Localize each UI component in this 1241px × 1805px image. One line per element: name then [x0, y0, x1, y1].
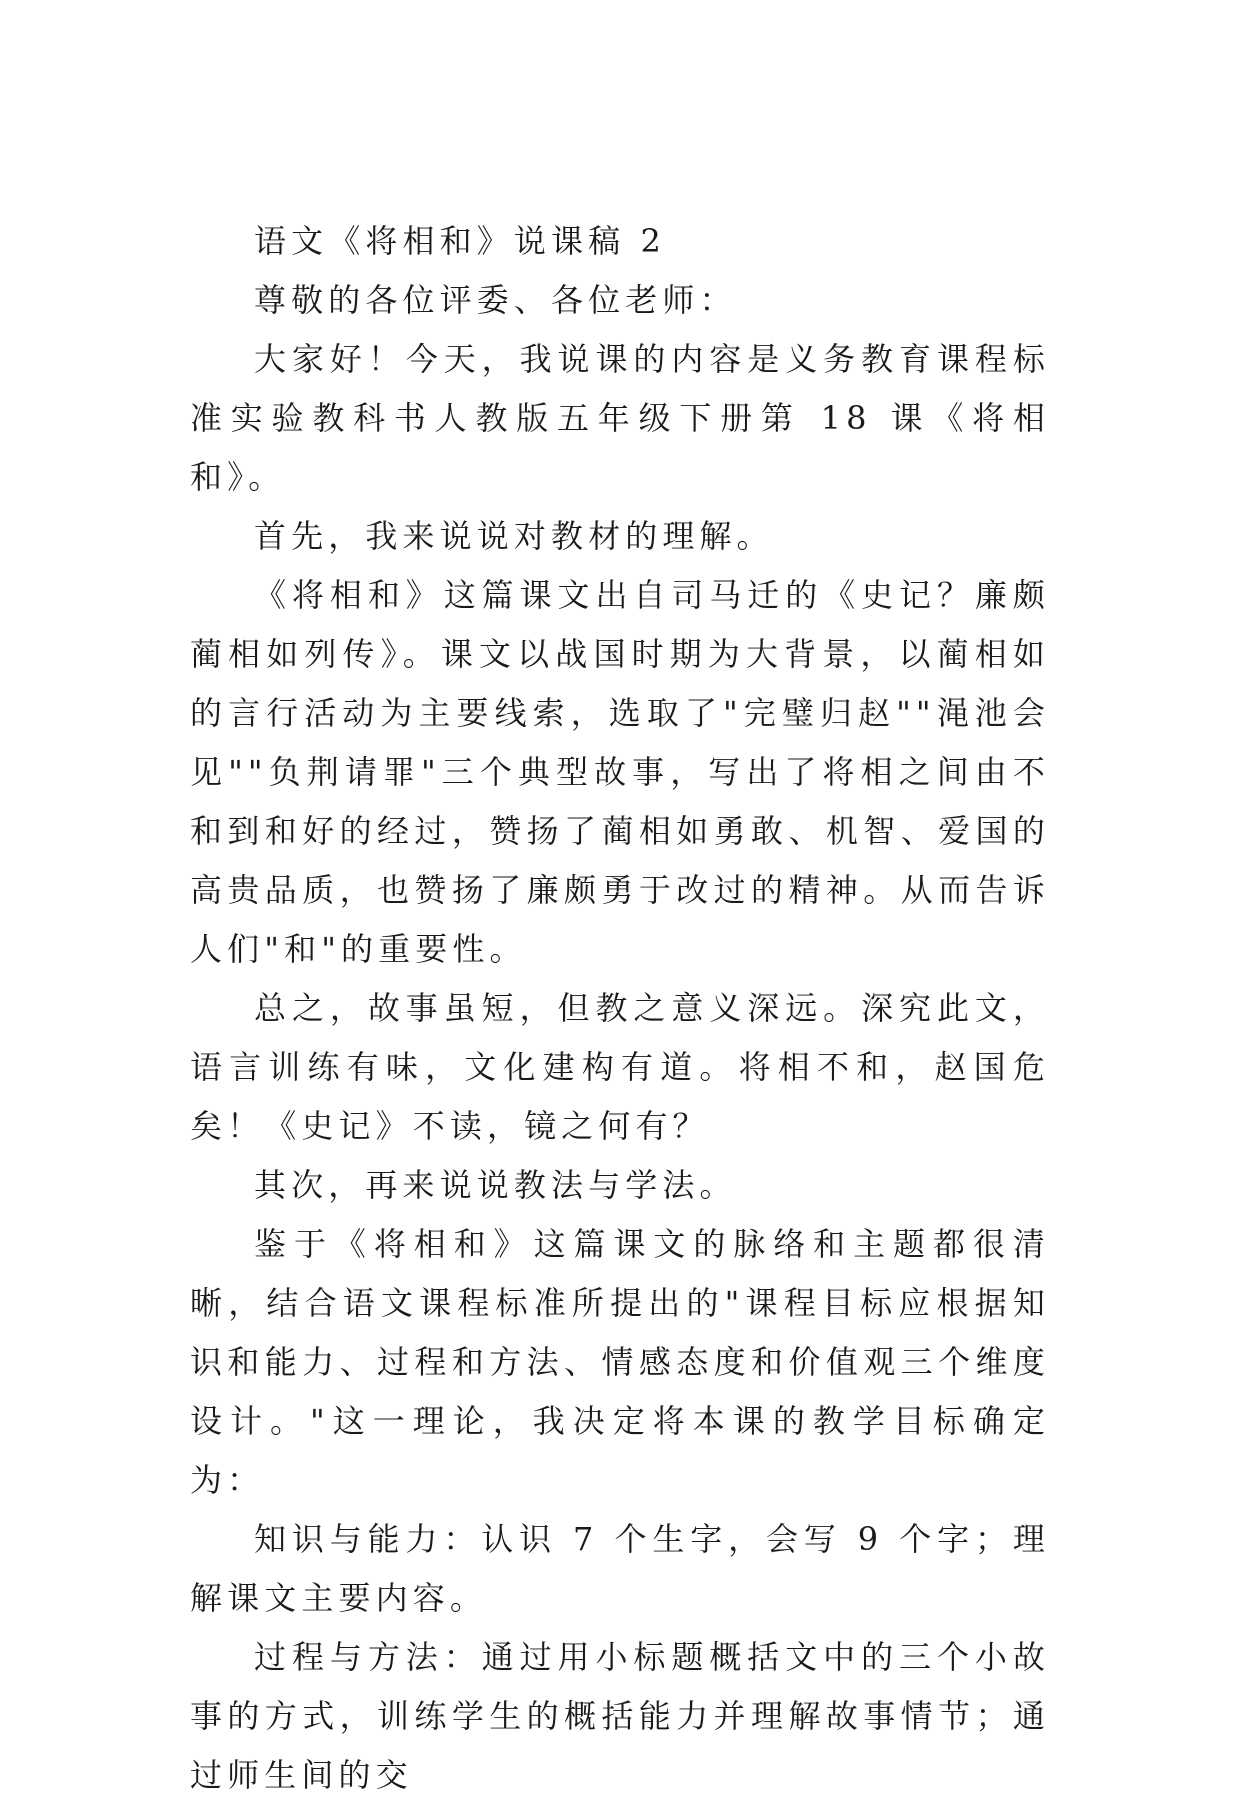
- paragraph-first: 首先，我来说说对教材的理解。: [254, 517, 774, 555]
- paragraph-process-method: 过程与方法：通过用小标题概括文中的三个小故事的方式，训练学生的概括能力并理解故事情节；通过师生间的交: [190, 1638, 1050, 1794]
- document-title: 语文《将相和》说课稿 2: [254, 222, 666, 260]
- paragraph-greeting: 尊敬的各位评委、各位老师：: [254, 281, 737, 319]
- paragraph-second: 其次，再来说说教法与学法。: [254, 1166, 737, 1204]
- paragraph-summary: 总之，故事虽短，但教之意义深远。深究此文，语言训练有味，文化建构有道。将相不和，赵国危矣！《史记》不读，镜之何有？: [190, 989, 1050, 1145]
- document-body: [190, 212, 1050, 1805]
- paragraph-objectives: 鉴于《将相和》这篇课文的脉络和主题都很清晰，结合语文课程标准所提出的"课程目标应根据知识和能力、过程和方法、情感态度和价值观三个维度设计。"这一理论，我决定将本课的教学目标确定为：: [190, 1225, 1050, 1499]
- paragraph-text-analysis: 《将相和》这篇课文出自司马迁的《史记？廉颇蔺相如列传》。课文以战国时期为大背景，以蔺相如的言行活动为主要线索，选取了"完璧归赵""渑池会见""负荆请罪"三个典型故事，写出了将相之间由不和到和好的经过，赞扬了蔺相如勇敢、机智、爱国的高贵品质，也赞扬了廉颇勇于改过的精神。从而告诉人们"和"的重要性。: [190, 576, 1050, 968]
- paragraph-intro: 大家好！今天，我说课的内容是义务教育课程标准实验教科书人教版五年级下册第 18 课《将相和》。: [190, 340, 1050, 496]
- paragraph-knowledge-ability: 知识与能力：认识 7 个生字，会写 9 个字；理解课文主要内容。: [190, 1520, 1050, 1617]
